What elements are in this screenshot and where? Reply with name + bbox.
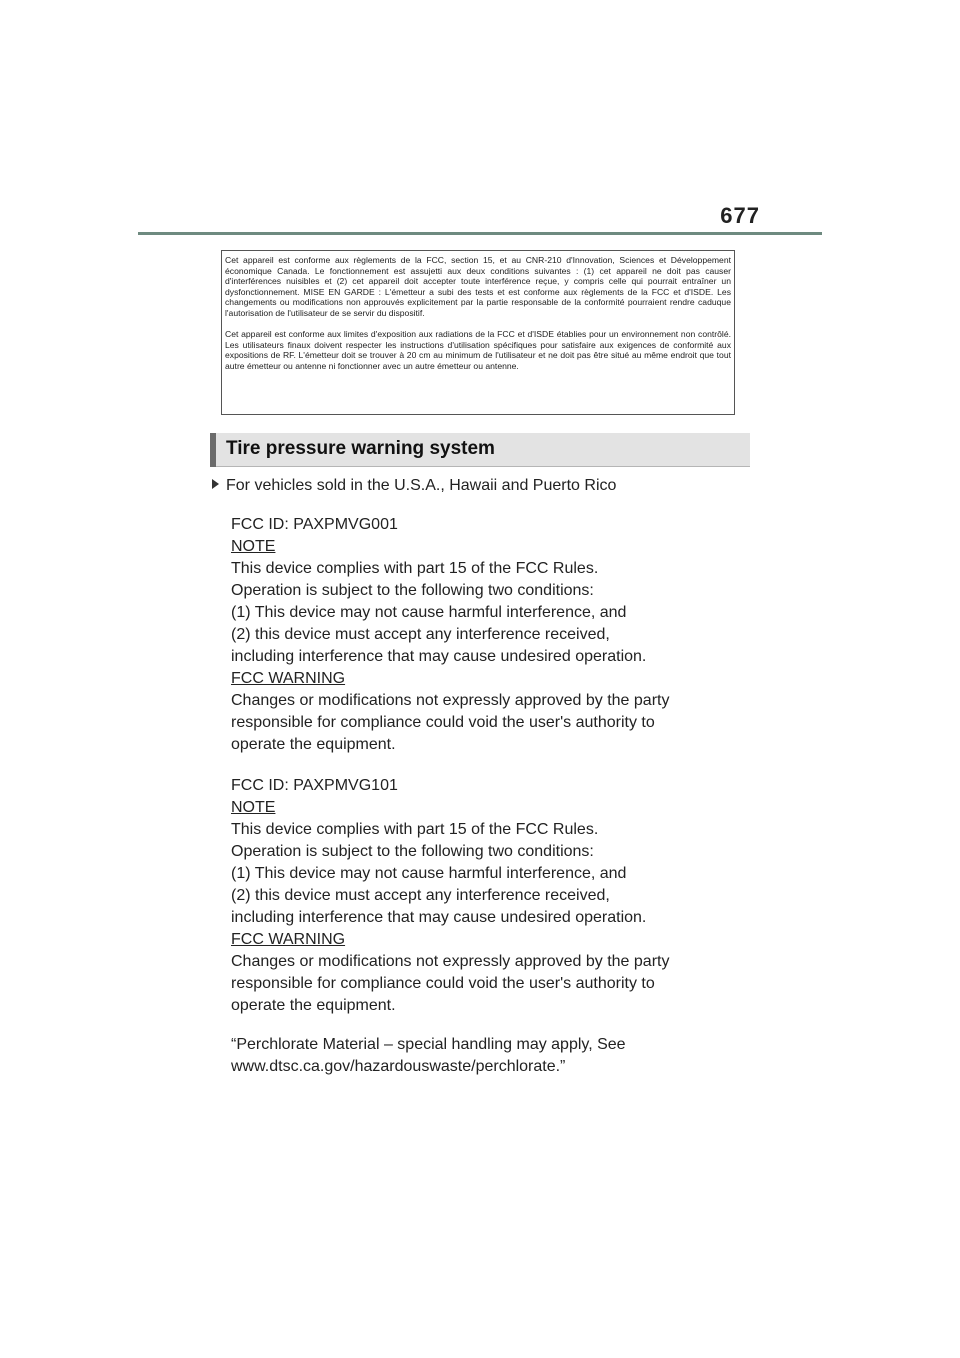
note-line: This device complies with part 15 of the FCC Rules. bbox=[231, 821, 599, 838]
triangle-bullet-icon bbox=[212, 479, 219, 489]
warning-line: operate the equipment. bbox=[231, 997, 396, 1014]
note-line: Operation is subject to the following two conditions: bbox=[231, 582, 594, 599]
fcc-warning-heading: FCC WARNING bbox=[231, 670, 346, 687]
perchlorate-line: www.dtsc.ca.gov/hazardouswaste/perchlorate.” bbox=[231, 1058, 566, 1075]
french-paragraph-2: Cet appareil est conforme aux limites d'exposition aux radiations de la FCC et d'ISDE établies pour un environnement non contrôlé. Les utilisateurs finaux doivent respecter les instructions d'utilisation spécifiques pour satisfaire aux exigences de conformité aux expositions de RF. L'émetteur doit se trouver à 20 cm au minimum de l'utilisateur et ne doit pas être situé au même endroit que tout autre émetteur ou antenne ni fonctionner avec un autre émetteur ou antenne. bbox=[225, 329, 731, 371]
header-rule bbox=[138, 232, 822, 235]
section-header bbox=[210, 433, 750, 467]
warning-line: Changes or modifications not expressly approved by the party bbox=[231, 953, 670, 970]
fcc-id: FCC ID: PAXPMVG001 bbox=[231, 516, 398, 533]
warning-line: operate the equipment. bbox=[231, 736, 396, 753]
warning-line: Changes or modifications not expressly approved by the party bbox=[231, 692, 670, 709]
bullet-item bbox=[212, 477, 616, 495]
note-line: (1) This device may not cause harmful interference, and bbox=[231, 604, 627, 621]
note-heading: NOTE bbox=[231, 538, 276, 555]
section-title: Tire pressure warning system bbox=[226, 438, 495, 459]
warning-line: responsible for compliance could void the user's authority to bbox=[231, 714, 655, 731]
note-line: (2) this device must accept any interference received, bbox=[231, 626, 610, 643]
note-line: including interference that may cause undesired operation. bbox=[231, 648, 647, 665]
note-line: This device complies with part 15 of the FCC Rules. bbox=[231, 560, 599, 577]
note-line: (1) This device may not cause harmful interference, and bbox=[231, 865, 627, 882]
fcc-id: FCC ID: PAXPMVG101 bbox=[231, 777, 398, 794]
page-number: 677 bbox=[720, 203, 760, 228]
fcc-warning-heading: FCC WARNING bbox=[231, 931, 346, 948]
warning-line: responsible for compliance could void the user's authority to bbox=[231, 975, 655, 992]
section-header-bar bbox=[210, 433, 216, 467]
bullet-text: For vehicles sold in the U.S.A., Hawaii and Puerto Rico bbox=[226, 477, 617, 494]
note-line: Operation is subject to the following two conditions: bbox=[231, 843, 594, 860]
fcc-block-2 bbox=[231, 775, 751, 1017]
perchlorate-line: “Perchlorate Material – special handling may apply, See bbox=[231, 1036, 626, 1053]
perchlorate-notice bbox=[231, 1034, 751, 1078]
note-line: (2) this device must accept any interference received, bbox=[231, 887, 610, 904]
note-heading: NOTE bbox=[231, 799, 276, 816]
fcc-block-1 bbox=[231, 514, 751, 756]
french-compliance-notice bbox=[221, 250, 735, 415]
french-paragraph-1: Cet appareil est conforme aux règlements de la FCC, section 15, et au CNR-210 d'Innovation, Sciences et Développement économique Canada. Le fonctionnement est assujetti aux deux conditions suivantes : (1) cet appareil ne doit pas causer d'interférences nuisibles et (2) cet appareil doit accepter toute interférence reçue, y compris celle qui pourrait entraîner un dysfonctionnement. MISE EN GARDE : L'émetteur a subi des tests et est conforme aux règlements de la FCC et d'ISDE. Les changements ou modifications non approuvés explicitement par la partie responsable de la conformité pourraient rendre caduque l'autorisation de l'utilisateur de se servir du dispositif. bbox=[225, 255, 731, 318]
note-line: including interference that may cause undesired operation. bbox=[231, 909, 647, 926]
